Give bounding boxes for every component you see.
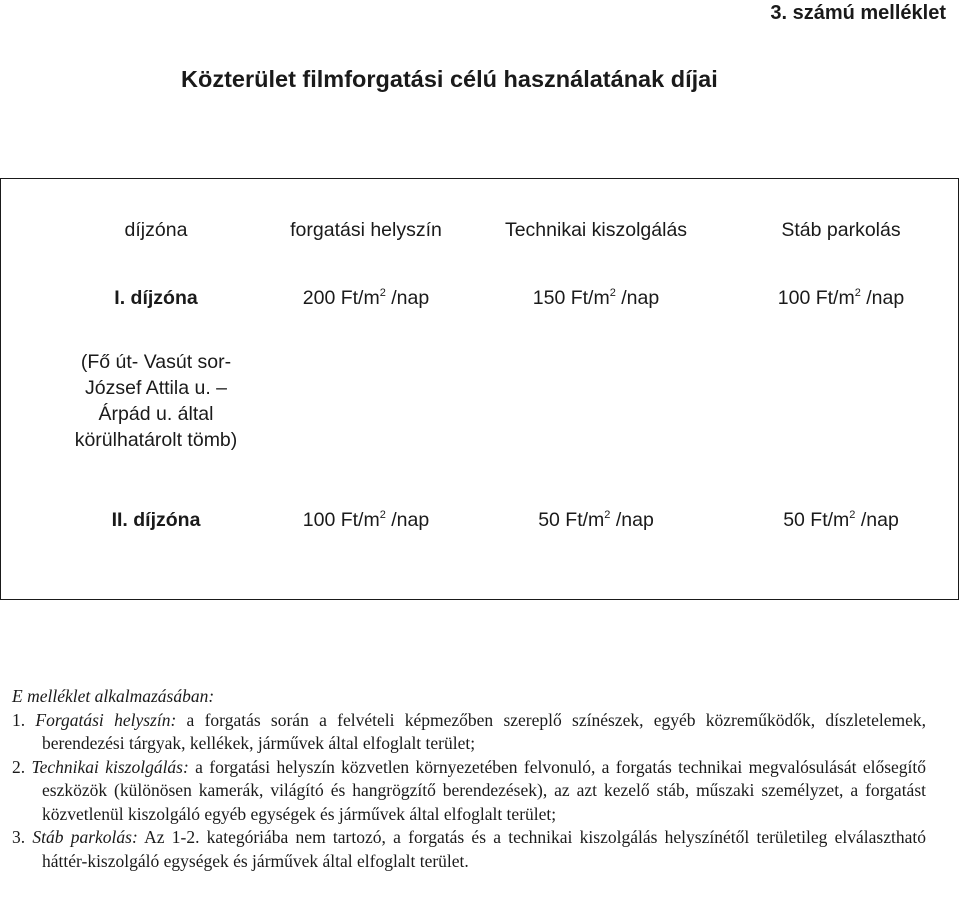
header-zone: díjzóna	[124, 219, 188, 241]
header-parking: Stáb parkolás	[781, 219, 901, 241]
zone-1-label: I. díjzóna	[114, 287, 198, 309]
zone-1-location-fee: 200 $Ft/m^2$ /nap	[302, 287, 430, 309]
header-technical: Technikai kiszolgálás	[504, 219, 688, 241]
zone-1-parking-fee: 100 $Ft/m^2$ /nap	[777, 287, 905, 309]
definition-item: 1. Forgatási helyszín: a forgatás során a felvételi képmezőben szereplő színészek, egyéb közreműködők, díszletelemek, berendezési tárgyak, kellékek, járművek által elfoglalt terület;	[12, 709, 926, 753]
zone-2-label: II. díjzóna	[111, 509, 201, 531]
definition-term: Technikai kiszolgálás:	[31, 756, 189, 777]
definition-item: 3. Stáb parkolás: Az 1-2. kategóriába nem tartozó, a forgatás és a technikai kiszolgálás helyszínétől területileg elválasztható háttér-kiszolgáló egységek és járművek által elfoglalt terület.	[12, 827, 926, 871]
header-location: forgatási helyszín	[290, 219, 442, 241]
zone-2-parking-fee: 50 $Ft/m^2$ /nap	[783, 509, 899, 531]
definition-term: Stáb parkolás:	[32, 827, 138, 847]
fee-table	[0, 178, 959, 600]
definition-item: 2. Technikai kiszolgálás: a forgatási helyszín közvetlen környezetében felvonuló, a forgatás technikai megvalósulását elősegítő eszközök (különösen kamerák, világító és hangrögzítő berendezések), az azt kezelő stáb, műszaki személyzet, a forgatást közvetlenül kiszolgáló egyéb egységek és járművek által elfoglalt terület;	[12, 756, 927, 824]
zone-1-technical-fee: 150 $Ft/m^2$ /nap	[532, 287, 660, 309]
zone-2-technical-fee: 50 $Ft/m^2$ /nap	[538, 509, 654, 531]
definitions-section	[0, 685, 960, 873]
definition-term: Forgatási helyszín:	[35, 709, 177, 730]
annex-label: 3. számú melléklet	[770, 2, 946, 24]
zone-2-location-fee: 100 $Ft/m^2$ /nap	[302, 509, 430, 531]
zone-1-description: (Fő út- Vasút sor- József Attila u. – Árpád u. által körülhatárolt tömb)	[74, 351, 238, 451]
definitions-heading: E melléklet alkalmazásában:	[12, 686, 215, 706]
document-title: Közterület filmforgatási célú használatának díjai	[181, 66, 718, 92]
